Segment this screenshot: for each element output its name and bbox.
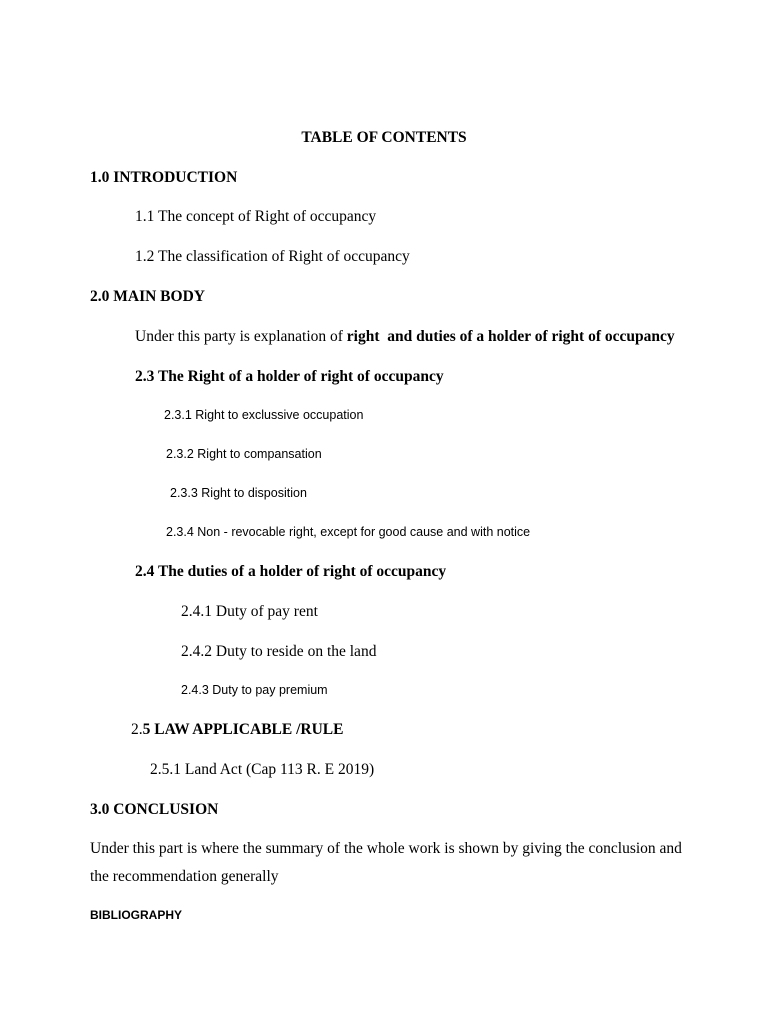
toc-item-2-3-2: 2.3.2 Right to compansation xyxy=(166,447,322,461)
conclusion-text-line-2: the recommendation generally xyxy=(90,868,279,885)
subsection-heading-2-3: 2.3 The Right of a holder of right of occupancy xyxy=(135,368,444,385)
toc-item-2-3-3: 2.3.3 Right to disposition xyxy=(170,486,307,500)
toc-item-1-1: 1.1 The concept of Right of occupancy xyxy=(135,208,377,225)
subsection-heading-2-5-bold: 5 LAW APPLICABLE /RULE xyxy=(142,721,344,738)
section-heading-introduction: 1.0 INTRODUCTION xyxy=(90,169,238,186)
toc-item-2-3-4: 2.3.4 Non - revocable right, except for good cause and with notice xyxy=(166,525,531,539)
main-body-note xyxy=(135,328,675,346)
toc-item-2-4-1: 2.4.1 Duty of pay rent xyxy=(181,603,318,620)
main-body-note-bold: right and duties of a holder of right of occupancy xyxy=(346,328,675,345)
conclusion-text-line-1: Under this part is where the summary of the whole work is shown by giving the conclusion and xyxy=(90,840,682,857)
toc-item-2-4-3: 2.4.3 Duty to pay premium xyxy=(181,683,328,697)
toc-item-2-3-1: 2.3.1 Right to exclussive occupation xyxy=(164,408,364,422)
subsection-heading-2-5-prefix: 2. xyxy=(131,721,143,738)
subsection-heading-2-5 xyxy=(131,721,343,739)
toc-item-2-5-1: 2.5.1 Land Act (Cap 113 R. E 2019) xyxy=(150,761,375,778)
toc-item-2-4-2: 2.4.2 Duty to reside on the land xyxy=(181,643,377,660)
section-heading-conclusion: 3.0 CONCLUSION xyxy=(90,801,219,818)
page-title: TABLE OF CONTENTS xyxy=(301,129,467,146)
section-heading-bibliography: BIBLIOGRAPHY xyxy=(90,908,183,922)
subsection-heading-2-4: 2.4 The duties of a holder of right of occupancy xyxy=(135,563,447,580)
toc-item-1-2: 1.2 The classification of Right of occupancy xyxy=(135,248,410,265)
section-heading-main-body: 2.0 MAIN BODY xyxy=(90,288,205,305)
main-body-note-prefix: Under this party is explanation of xyxy=(135,328,347,345)
